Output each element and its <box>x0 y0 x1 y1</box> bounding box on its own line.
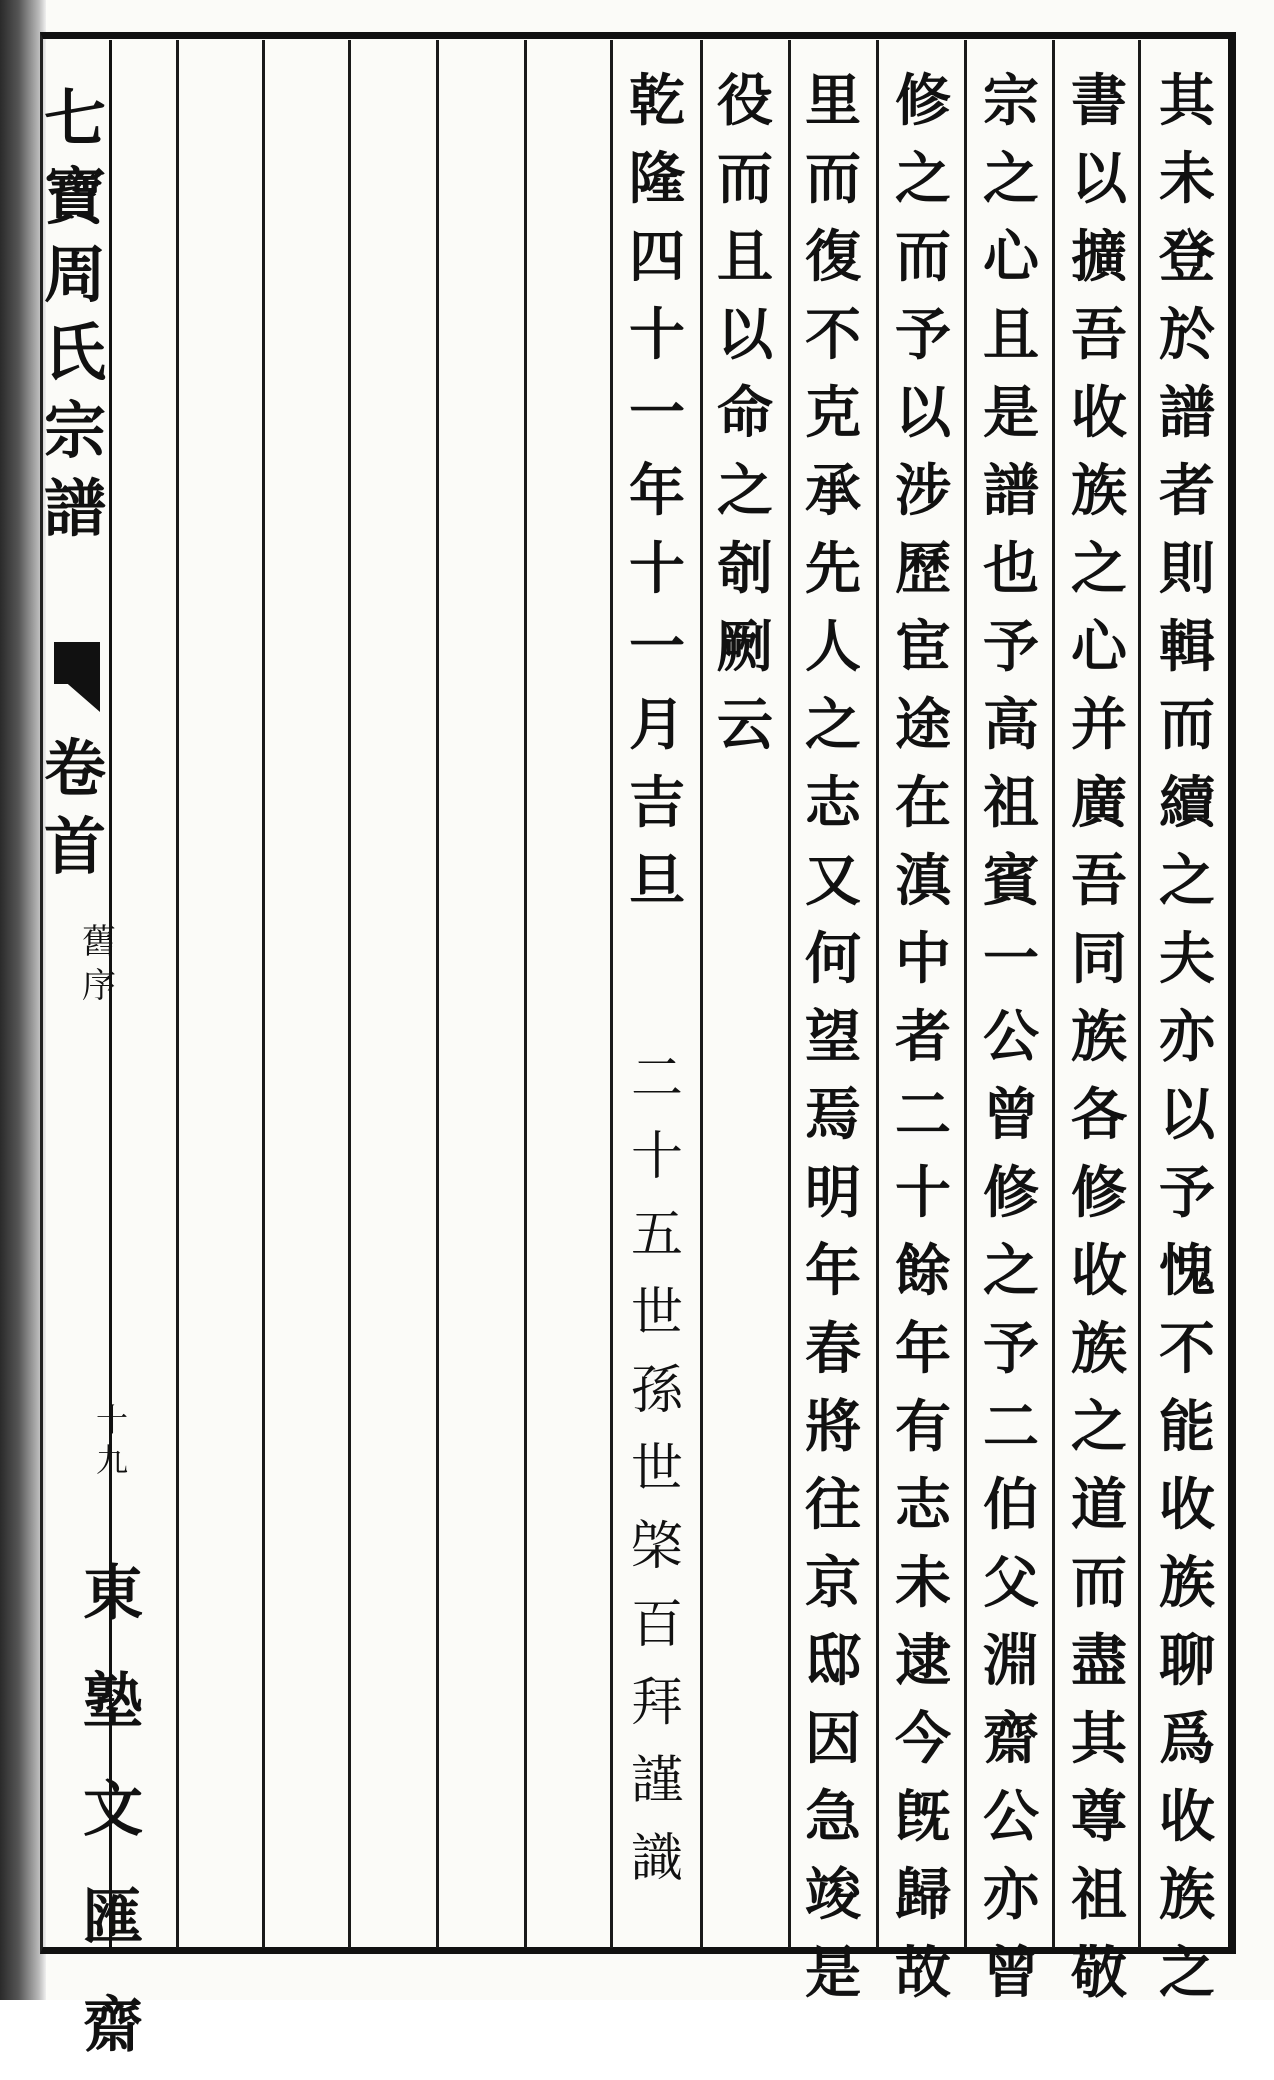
glyph: 餘 <box>895 1238 951 1304</box>
glyph: 剞 <box>717 536 773 602</box>
glyph: 謹 <box>630 1751 683 1811</box>
glyph: 敬 <box>1071 1940 1127 2006</box>
glyph: 承 <box>805 458 861 524</box>
glyph: 未 <box>1159 146 1215 212</box>
printer-hall-name <box>82 1540 144 2080</box>
glyph: 先 <box>805 536 861 602</box>
glyph: 予 <box>1159 1160 1215 1226</box>
glyph: 二 <box>895 1082 951 1148</box>
glyph: 志 <box>805 770 861 836</box>
glyph: 尊 <box>1071 1784 1127 1850</box>
glyph: 卷 <box>44 732 107 805</box>
glyph: 之 <box>1159 848 1215 914</box>
glyph: 族 <box>1071 458 1127 524</box>
glyph: 是 <box>805 1940 861 2006</box>
glyph: 父 <box>983 1550 1039 1616</box>
glyph: 故 <box>895 1940 951 2006</box>
glyph: 十 <box>95 1401 128 1439</box>
glyph: 且 <box>717 224 773 290</box>
glyph: 收 <box>1159 1784 1215 1850</box>
glyph: 登 <box>1159 224 1215 290</box>
glyph: 聊 <box>1159 1628 1215 1694</box>
glyph: 世 <box>630 1439 683 1499</box>
glyph: 里 <box>805 68 861 134</box>
glyph: 明 <box>805 1160 861 1226</box>
column-rule <box>262 40 265 1948</box>
glyph: 歷 <box>895 536 951 602</box>
glyph: 齋 <box>83 1991 143 2061</box>
glyph: 族 <box>1159 1550 1215 1616</box>
glyph: 識 <box>630 1829 683 1889</box>
glyph: 十 <box>629 536 685 602</box>
glyph: 吾 <box>1071 848 1127 914</box>
glyph: 高 <box>983 692 1039 758</box>
glyph: 又 <box>805 848 861 914</box>
glyph: 序 <box>82 966 116 1006</box>
date-line <box>610 62 704 920</box>
glyph: 族 <box>1159 1862 1215 1928</box>
folio-number <box>90 1400 134 1480</box>
glyph: 五 <box>630 1205 683 1265</box>
glyph: 各 <box>1071 1082 1127 1148</box>
glyph: 之 <box>1071 536 1127 602</box>
glyph: 往 <box>805 1472 861 1538</box>
glyph: 逮 <box>895 1628 951 1694</box>
glyph: 克 <box>805 380 861 446</box>
glyph: 旣 <box>895 1784 951 1850</box>
volume-label <box>44 730 107 886</box>
column-rule <box>524 40 527 1948</box>
glyph: 譜 <box>983 458 1039 524</box>
glyph: 祖 <box>983 770 1039 836</box>
glyph: 公 <box>983 1004 1039 1070</box>
column-rule <box>348 40 351 1948</box>
glyph: 九 <box>95 1441 128 1479</box>
glyph: 且 <box>983 302 1039 368</box>
glyph: 之 <box>717 458 773 524</box>
glyph: 急 <box>805 1784 861 1850</box>
glyph: 者 <box>895 1004 951 1070</box>
glyph: 世 <box>630 1283 683 1343</box>
fishtail-mark <box>54 642 100 712</box>
glyph: 志 <box>895 1472 951 1538</box>
glyph: 心 <box>983 224 1039 290</box>
glyph: 人 <box>805 614 861 680</box>
glyph: 月 <box>629 692 685 758</box>
glyph: 族 <box>1071 1316 1127 1382</box>
glyph: 收 <box>1071 1238 1127 1304</box>
glyph: 愧 <box>1159 1238 1215 1304</box>
glyph: 百 <box>630 1595 683 1655</box>
glyph: 道 <box>1071 1472 1127 1538</box>
glyph: 一 <box>629 614 685 680</box>
glyph: 舊 <box>82 922 116 962</box>
glyph: 涉 <box>895 458 951 524</box>
glyph: 宗 <box>983 68 1039 134</box>
signature-line <box>610 1040 704 1898</box>
glyph: 以 <box>1159 1082 1215 1148</box>
glyph: 夫 <box>1159 926 1215 992</box>
glyph: 吾 <box>1071 302 1127 368</box>
glyph: 賓 <box>983 848 1039 914</box>
glyph: 復 <box>805 224 861 290</box>
glyph: 盡 <box>1071 1628 1127 1694</box>
glyph: 者 <box>1159 458 1215 524</box>
glyph: 修 <box>1071 1160 1127 1226</box>
glyph: 焉 <box>805 1082 861 1148</box>
glyph: 十 <box>629 302 685 368</box>
glyph: 年 <box>805 1238 861 1304</box>
glyph: 寶 <box>44 160 107 233</box>
column-rule <box>436 40 439 1948</box>
glyph: 年 <box>895 1316 951 1382</box>
text-column-4 <box>876 62 970 2012</box>
text-column-1 <box>1140 62 1234 2012</box>
glyph: 十 <box>630 1127 683 1187</box>
glyph: 隆 <box>629 146 685 212</box>
glyph: 之 <box>983 1238 1039 1304</box>
glyph: 而 <box>1159 692 1215 758</box>
glyph: 續 <box>1159 770 1215 836</box>
glyph: 役 <box>717 68 773 134</box>
glyph: 云 <box>717 692 773 758</box>
glyph: 因 <box>805 1706 861 1772</box>
glyph: 同 <box>1071 926 1127 992</box>
glyph: 東 <box>83 1559 143 1629</box>
glyph: 以 <box>717 302 773 368</box>
glyph: 二 <box>630 1049 683 1109</box>
glyph: 有 <box>895 1394 951 1460</box>
text-column-2 <box>1052 62 1146 2012</box>
glyph: 亦 <box>983 1862 1039 1928</box>
glyph: 首 <box>44 810 107 883</box>
glyph: 十 <box>895 1160 951 1226</box>
glyph: 而 <box>1071 1550 1127 1616</box>
glyph: 收 <box>1071 380 1127 446</box>
glyph: 之 <box>805 692 861 758</box>
glyph: 而 <box>717 146 773 212</box>
glyph: 今 <box>895 1706 951 1772</box>
glyph: 其 <box>1159 68 1215 134</box>
glyph: 祖 <box>1071 1862 1127 1928</box>
glyph: 棨 <box>630 1517 683 1577</box>
glyph: 四 <box>629 224 685 290</box>
glyph: 歸 <box>895 1862 951 1928</box>
glyph: 一 <box>629 380 685 446</box>
glyph: 輯 <box>1159 614 1215 680</box>
glyph: 之 <box>895 146 951 212</box>
glyph: 之 <box>983 146 1039 212</box>
glyph: 予 <box>895 302 951 368</box>
glyph: 能 <box>1159 1394 1215 1460</box>
glyph: 在 <box>895 770 951 836</box>
glyph: 則 <box>1159 536 1215 602</box>
glyph: 劂 <box>717 614 773 680</box>
glyph: 以 <box>895 380 951 446</box>
glyph: 亦 <box>1159 1004 1215 1070</box>
glyph: 而 <box>895 224 951 290</box>
glyph: 將 <box>805 1394 861 1460</box>
glyph: 擴 <box>1071 224 1127 290</box>
text-column-5 <box>786 62 880 2012</box>
glyph: 命 <box>717 380 773 446</box>
glyph: 中 <box>895 926 951 992</box>
book-title <box>44 80 107 548</box>
glyph: 也 <box>983 536 1039 602</box>
glyph: 竣 <box>805 1862 861 1928</box>
glyph: 譜 <box>1159 380 1215 446</box>
text-column-3 <box>964 62 1058 2012</box>
glyph: 宗 <box>44 394 107 467</box>
column-rule <box>176 40 179 1948</box>
glyph: 吉 <box>629 770 685 836</box>
glyph: 不 <box>805 302 861 368</box>
glyph: 以 <box>1071 146 1127 212</box>
glyph: 予 <box>983 614 1039 680</box>
glyph: 其 <box>1071 1706 1127 1772</box>
glyph: 不 <box>1159 1316 1215 1382</box>
banxin-center-strip <box>40 40 143 2061</box>
glyph: 是 <box>983 380 1039 446</box>
glyph: 曾 <box>983 1082 1039 1148</box>
glyph: 二 <box>983 1394 1039 1460</box>
glyph: 宦 <box>895 614 951 680</box>
glyph: 何 <box>805 926 861 992</box>
glyph: 淵 <box>983 1628 1039 1694</box>
glyph: 春 <box>805 1316 861 1382</box>
glyph: 爲 <box>1159 1706 1215 1772</box>
glyph: 匯 <box>83 1883 143 1953</box>
glyph: 旦 <box>629 848 685 914</box>
glyph: 譜 <box>44 472 107 545</box>
glyph: 并 <box>1071 692 1127 758</box>
glyph: 文 <box>83 1775 143 1845</box>
glyph: 心 <box>1071 614 1127 680</box>
glyph: 一 <box>983 926 1039 992</box>
glyph: 途 <box>895 692 951 758</box>
glyph: 京 <box>805 1550 861 1616</box>
glyph: 乾 <box>629 68 685 134</box>
glyph: 齋 <box>983 1706 1039 1772</box>
glyph: 收 <box>1159 1472 1215 1538</box>
glyph: 族 <box>1071 1004 1127 1070</box>
glyph: 滇 <box>895 848 951 914</box>
glyph: 拜 <box>630 1673 683 1733</box>
glyph: 之 <box>1159 1940 1215 2006</box>
glyph: 於 <box>1159 302 1215 368</box>
glyph: 修 <box>895 68 951 134</box>
glyph: 書 <box>1071 68 1127 134</box>
glyph: 曾 <box>983 1940 1039 2006</box>
glyph: 塾 <box>83 1667 143 1737</box>
glyph: 而 <box>805 146 861 212</box>
glyph: 邸 <box>805 1628 861 1694</box>
glyph: 公 <box>983 1784 1039 1850</box>
section-label <box>80 920 118 1008</box>
glyph: 氏 <box>44 316 107 389</box>
glyph: 予 <box>983 1316 1039 1382</box>
glyph: 年 <box>629 458 685 524</box>
glyph: 周 <box>44 238 107 311</box>
glyph: 廣 <box>1071 770 1127 836</box>
glyph: 修 <box>983 1160 1039 1226</box>
glyph: 未 <box>895 1550 951 1616</box>
glyph: 伯 <box>983 1472 1039 1538</box>
text-column-6 <box>698 62 792 764</box>
glyph: 之 <box>1071 1394 1127 1460</box>
glyph: 望 <box>805 1004 861 1070</box>
glyph: 孫 <box>630 1361 683 1421</box>
glyph: 七 <box>44 82 107 155</box>
